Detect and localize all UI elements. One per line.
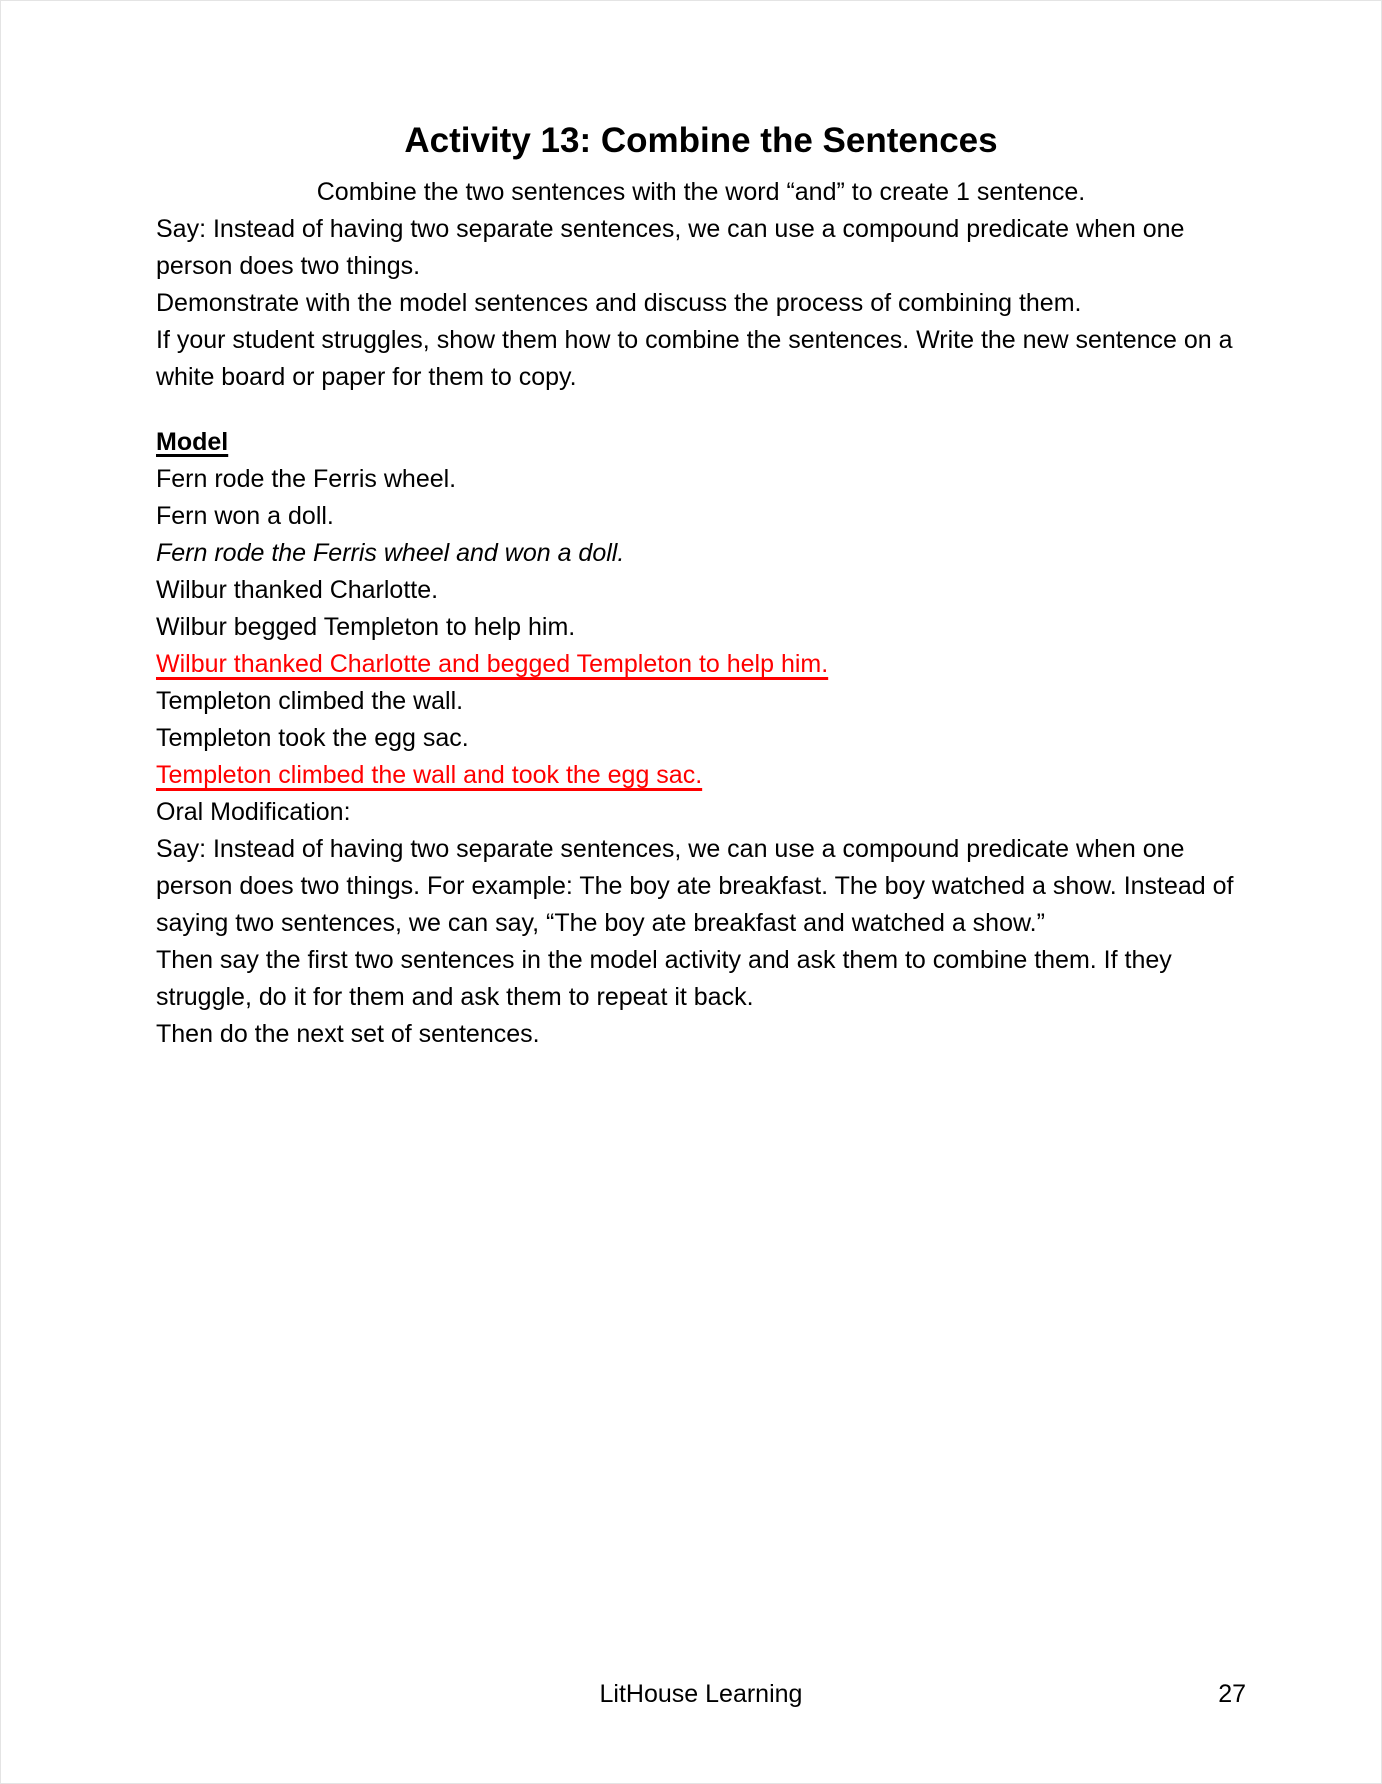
intro-paragraph-3: If your student struggles, show them how to combine the sentences. Write the new sentence on a white board or paper for them to copy. xyxy=(156,326,1233,391)
page-content xyxy=(156,1,1246,1053)
model-set3-sentence-2: Templeton took the egg sac. xyxy=(156,724,469,752)
oral-modification-heading: Oral Modification: xyxy=(156,798,351,826)
model-set1-sentence-1: Fern rode the Ferris wheel. xyxy=(156,465,457,493)
model-set2-sentence-2: Wilbur begged Templeton to help him. xyxy=(156,613,576,641)
oral-modification-paragraph-1: Say: Instead of having two separate sentences, we can use a compound predicate when one person does two things. For example: The boy ate breakfast. The boy watched a show. Instead of saying two sentences, we can say, “The boy ate breakfast and watched a show.” xyxy=(156,835,1234,937)
footer-brand: LitHouse Learning xyxy=(599,1680,803,1708)
model-set1-sentence-2: Fern won a doll. xyxy=(156,502,334,530)
oral-modification-paragraph-3: Then do the next set of sentences. xyxy=(156,1020,540,1048)
oral-modification-paragraph-2: Then say the first two sentences in the model activity and ask them to combine them. If they struggle, do it for them and ask them to repeat it back. xyxy=(156,946,1172,1011)
model-set1-combined-sentence: Fern rode the Ferris wheel and won a doll. xyxy=(156,539,625,567)
page-title: Activity 13: Combine the Sentences xyxy=(404,121,998,160)
activity-subtitle: Combine the two sentences with the word “and” to create 1 sentence. xyxy=(316,178,1086,206)
intro-paragraph-1: Say: Instead of having two separate sentences, we can use a compound predicate when one person does two things. xyxy=(156,215,1185,280)
model-set3-sentence-1: Templeton climbed the wall. xyxy=(156,687,464,715)
model-set2-combined-sentence: Wilbur thanked Charlotte and begged Templeton to help him. xyxy=(156,650,829,678)
model-set2-sentence-1: Wilbur thanked Charlotte. xyxy=(156,576,439,604)
page-number: 27 xyxy=(1218,1680,1246,1708)
intro-paragraph-2: Demonstrate with the model sentences and discuss the process of combining them. xyxy=(156,289,1082,317)
model-heading: Model xyxy=(156,428,229,456)
page-footer xyxy=(156,1676,1246,1713)
model-set3-combined-sentence: Templeton climbed the wall and took the egg sac. xyxy=(156,761,703,789)
